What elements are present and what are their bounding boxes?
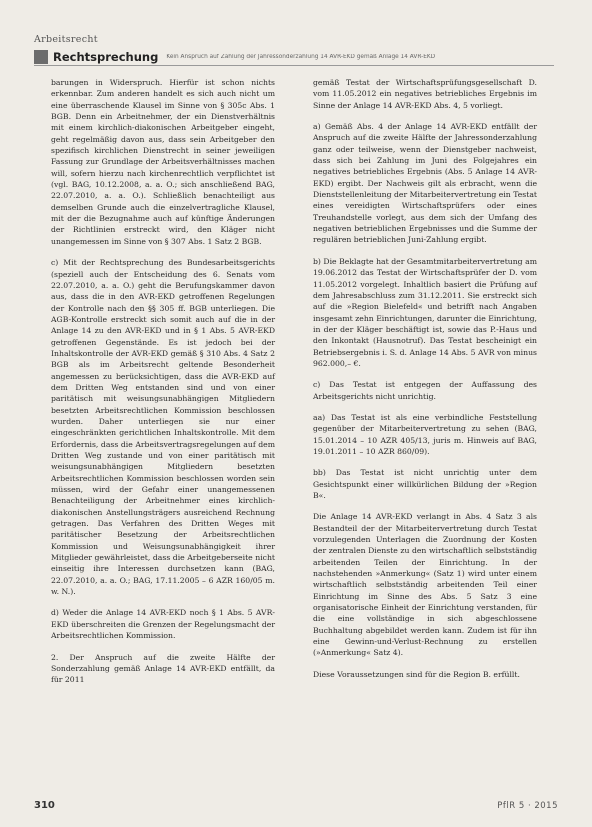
header-subtitle: Kein Anspruch auf Zahlung der Jahressonderzahlung 14 AVR-EKD gemäß Anlage 14 AVR-EKD: [166, 54, 436, 60]
left-column: [51, 77, 275, 696]
paragraph: barungen in Widerspruch. Hierfür ist schon nichts erkennbar. Zum anderen handelt es sich auch nicht um eine überraschende Klausel im Sinne von § 305c Abs. 1 BGB. Denn ein Arbeitnehmer, der ein Dienstverhältnis mit einem kirchlich-diakonischen Arbeitgeber eingeht, geht regelmäßig davon aus, dass sein Arbeitgeber den spezifisch kirchlichen Dienstrecht in seiner jeweiligen Fassung zur Grundlage der Arbeitsverhältnisses machen will, sofern hierzu nach kirchenrechtlich verpflichtet ist (vgl. BAG, 10.12.2008, a. a. O.; sich anschließend BAG, 22.07.2010, a. a. O.). Schließlich benachteiligt aus demselben Grunde auch die einzelvertragliche Klausel, mit der die Bezugnahme auch auf künftige Änderungen der Richtlinien erstreckt wird, den Kläger nicht unangemessen im Sinne von § 307 Abs. 1 Satz 2 BGB.: [51, 78, 275, 246]
header-marker: [34, 50, 48, 64]
right-column: [313, 77, 537, 690]
page-number: 310: [34, 800, 55, 811]
paragraph: 2. Der Anspruch auf die zweite Hälfte der Sonderzahlung gemäß Anlage 14 AVR-EKD entfällt, da für 2011: [51, 652, 275, 685]
paragraph: c) Mit der Rechtsprechung des Bundesarbeitsgerichts (speziell auch der Entscheidung des 6. Senats vom 22.07.2010, a. a. O.) geht die Berufungskammer davon aus, dass die in den AVR-EKD getroffenen Regelungen der Kontrolle nach den §§ 305 ff. BGB unterliegen. Die AGB-Kontrolle erstreckt sich somit auch auf die in der Anlage 14 zu den AVR-EKD und in § 1 Abs. 5 AVR-EKD getroffenen Gegenstände. Es ist jedoch bei der Inhaltskontrolle der AVR-EKD gemäß § 310 Abs. 4 Satz 2 BGB als im Arbeitsrecht geltende Besonderheit angemessen zu berücksichtigen, dass die AVR-EKD auf dem Dritten Weg entstanden sind und von einer paritätisch mit weisungsunabhängigen Mitgliedern besetzten Arbeitsrechtlichen Kommission beschlossen wurden. Daher unterliegen sie nur einer eingeschränkten gerichtlichen Inhaltskontrolle. Mit dem Erfordernis, dass die Arbeitsvertragsregelungen auf dem Dritten Weg zustande und von einer paritätisch mit weisungsunabhängigen Mitgliedern besetzten Arbeitsrechtlichen Kommission beschlossen worden sein müssen, wird der Gefahr einer unangemessenen Benachteiligung der Arbeitnehmer eines kirchlich-diakonischen Anstellungsträgers ausreichend Rechnung getragen. Das Verfahren des Dritten Weges mit paritätischer Besetzung der Arbeitsrechtlichen Kommission und Weisungsunabhängigkeit ihrer Mitglieder gewährleistet, dass die Arbeitgeberseite nicht einseitig ihre Interessen durchsetzen kann (BAG, 22.07.2010, a. a. O.; BAG, 17.11.2005 – 6 AZR 160/05 m. w. N.).: [51, 258, 275, 597]
paragraph: aa) Das Testat ist als eine verbindliche Feststellung gegenüber der Mitarbeitervertretung zu sehen (BAG, 15.01.2014 – 10 AZR 405/13, juris m. Hinweis auf BAG, 19.01.2011 – 10 AZR 860/09).: [313, 412, 537, 456]
paragraph: gemäß Testat der Wirtschaftsprüfungsgesellschaft D. vom 11.05.2012 ein negatives betriebliches Ergebnis im Sinne der Anlage 14 AVR-EKD Abs. 4, 5 vorliegt.: [313, 78, 537, 110]
journal-issue: PflR 5 · 2015: [497, 801, 558, 811]
paragraph: c) Das Testat ist entgegen der Auffassung des Arbeitsgerichts nicht unrichtig.: [313, 380, 537, 401]
paragraph: bb) Das Testat ist nicht unrichtig unter dem Gesichtspunkt einer willkürlichen Bildung der »Region B«.: [313, 468, 537, 500]
running-header: [34, 49, 554, 66]
paragraph: a) Gemäß Abs. 4 der Anlage 14 AVR-EKD entfällt der Anspruch auf die zweite Hälfte der Jahressonderzahlung ganz oder teilweise, wenn der Dienstgeber nachweist, dass sich bei Zahlung im Juni des Folgejahres ein negatives betriebliches Ergebnis (Abs. 5 Anlage 14 AVR-EKD) ergibt. Der Nachweis gilt als erbracht, wenn die Dienststellenleitung der Mitarbeitervertretung ein Testat eines vereidigten Wirtschaftsprüfers oder eines Treuhandstelle vorlegt, aus dem sich der Umfang des negativen betrieblichen Ergebnisses und die Summe der regulären betrieblichen Juni-Zahlung ergibt.: [313, 122, 537, 245]
section-tag: Arbeitsrecht: [34, 34, 98, 45]
paragraph: Die Anlage 14 AVR-EKD verlangt in Abs. 4 Satz 3 als Bestandteil der der Mitarbeitervertretung durch Testat vorzulegenden Unterlagen die Zuordnung der Kosten der zentralen Dienste zu den wirtschaftlich selbstständig arbeitenden Teilen der Einrichtung. In der nachstehenden »Anmerkung« (Satz 1) wird unter einem wirtschaftlich selbstständig arbeitenden Teil einer Einrichtung im Sinne des Abs. 5 Satz 3 eine organisatorische Einheit der Einrichtung verstanden, für die eine vollständige in sich abgeschlossene Buchhaltung abgebildet werden kann. Zudem ist für ihn eine Gewinn-und-Verlust-Rechnung zu erstellen (»Anmerkung« Satz 4).: [313, 512, 537, 658]
header-title: Rechtsprechung: [53, 50, 159, 64]
paragraph: d) Weder die Anlage 14 AVR-EKD noch § 1 Abs. 5 AVR-EKD überschreiten die Grenzen der Regelungsmacht der Arbeitsrechtlichen Kommission.: [51, 608, 275, 641]
paragraph: b) Die Beklagte hat der Gesamtmitarbeitervertretung am 19.06.2012 das Testat der Wirtschaftsprüfer der D. vom 11.05.2012 vorgelegt. Inhaltlich basiert die Prüfung auf dem Jahresabschluss zum 31.12.2011. Sie erstreckt sich auf die »Region Bielefeld« und betrifft nach Angaben insgesamt zehn Einrichtungen, darunter die Einrichtung, in der der Kläger beschäftigt ist, sowie das P.-Haus und den Inkontakt (Hausnotruf). Das Testat bescheinigt ein Betriebsergebnis i. S. d. Anlage 14 Abs. 5 AVR von minus 962.000,– €.: [313, 256, 537, 368]
paragraph: Diese Voraussetzungen sind für die Region B. erfüllt.: [313, 669, 520, 679]
